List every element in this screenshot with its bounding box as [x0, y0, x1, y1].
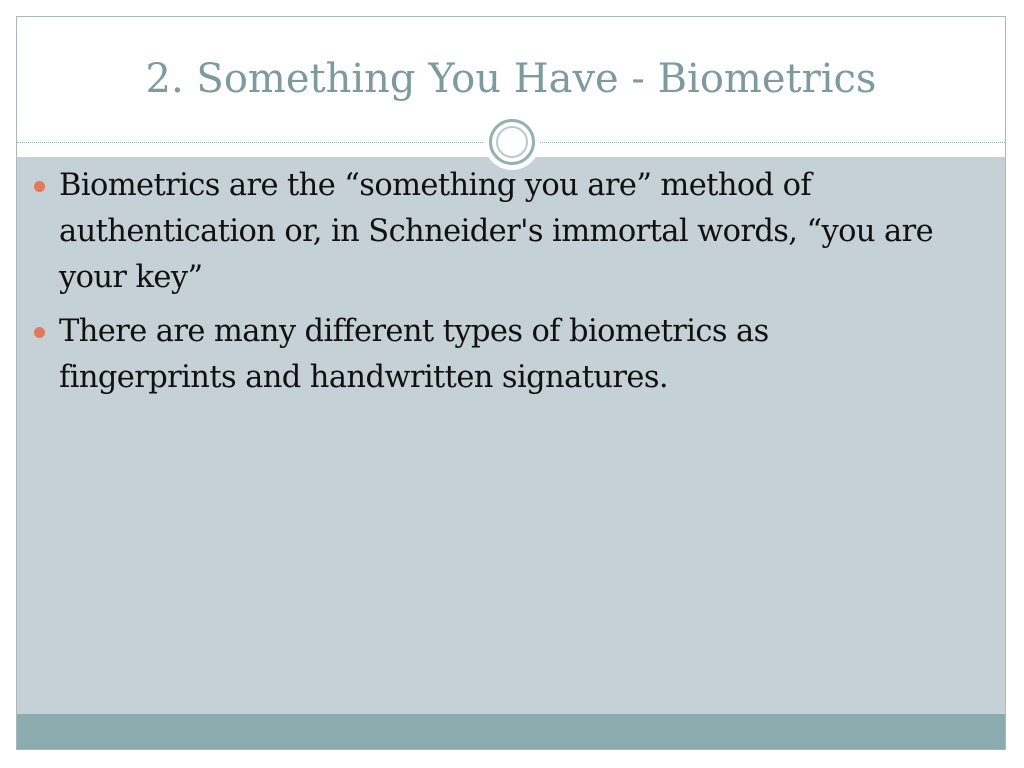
bullet-text: There are many different types of biometrics as fingerprints and handwritten signatures.	[59, 314, 769, 395]
footer-bar	[17, 714, 1005, 749]
slide-title: 2. Something You Have - Biometrics	[145, 56, 877, 102]
bullet-item	[34, 163, 954, 301]
ornament-inner-ring	[496, 126, 528, 158]
bullet-marker-icon	[34, 327, 45, 338]
bullet-list	[34, 163, 954, 409]
ornament-outer-ring	[489, 119, 535, 165]
bullet-item	[34, 309, 954, 401]
bullet-text: Biometrics are the “something you are” method of authentication or, in Schneider's immortal words, “you are your key”	[59, 168, 934, 295]
ring-ornament-icon	[484, 114, 540, 170]
bullet-marker-icon	[34, 181, 45, 192]
